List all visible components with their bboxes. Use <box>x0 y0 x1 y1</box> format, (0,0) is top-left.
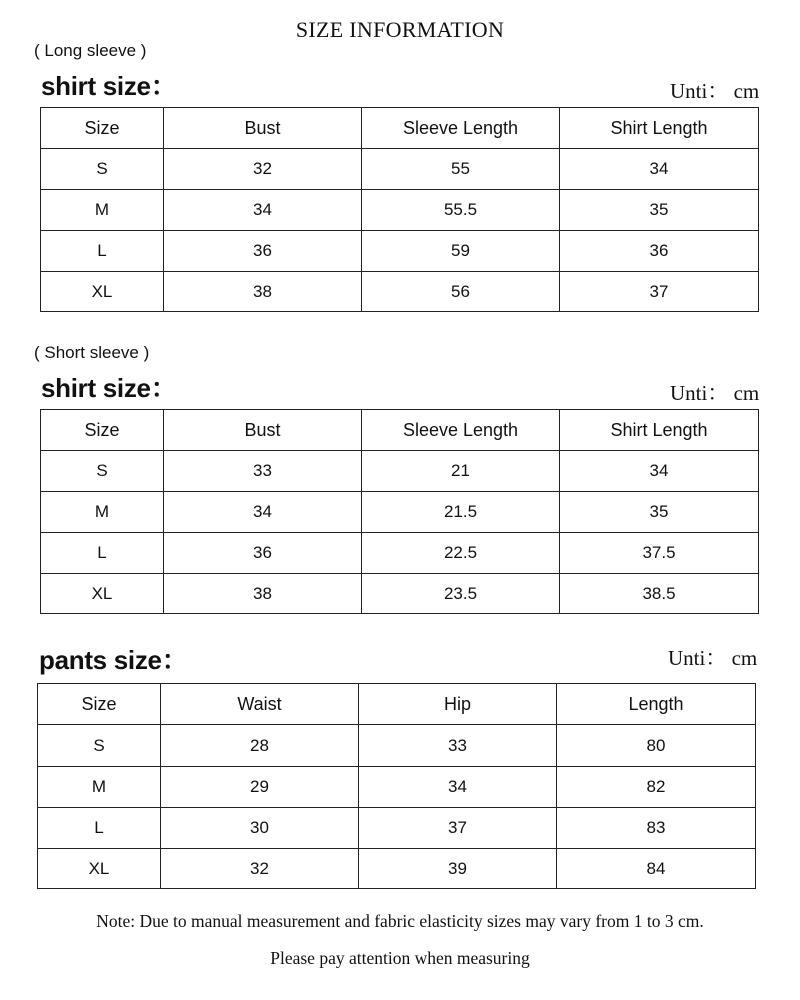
value-cell: 38 <box>164 574 362 614</box>
table-row <box>41 533 759 574</box>
value-cell: 35 <box>560 492 759 533</box>
value-cell: 36 <box>164 231 362 272</box>
page-title: SIZE INFORMATION <box>295 17 505 42</box>
measurement-reminder: Please pay attention when measuring <box>270 948 530 968</box>
long-sleeve-unit: Unti： cm <box>670 79 760 103</box>
header-cell: Waist <box>161 684 359 725</box>
table-header-row <box>41 108 759 149</box>
size-cell: S <box>41 149 164 190</box>
header-cell: Hip <box>359 684 557 725</box>
value-cell: 34 <box>164 492 362 533</box>
header-cell: Size <box>41 410 164 451</box>
long-sleeve-size-table <box>40 107 759 312</box>
value-cell: 80 <box>557 725 756 767</box>
value-cell: 37.5 <box>560 533 759 574</box>
header-cell: Length <box>557 684 756 725</box>
value-cell: 59 <box>362 231 560 272</box>
pants-unit: Unti： cm <box>668 646 758 670</box>
table-row <box>41 190 759 231</box>
header-cell: Size <box>38 684 161 725</box>
size-cell: M <box>41 492 164 533</box>
size-cell: S <box>41 451 164 492</box>
value-cell: 55.5 <box>362 190 560 231</box>
table-row <box>41 231 759 272</box>
value-cell: 32 <box>164 149 362 190</box>
table-header-row <box>38 684 756 725</box>
table-row <box>41 272 759 312</box>
table-row <box>38 808 756 849</box>
header-cell: Sleeve Length <box>362 108 560 149</box>
pants-size-heading: pants size： <box>39 645 188 675</box>
short-sleeve-unit: Unti： cm <box>670 381 760 405</box>
value-cell: 37 <box>359 808 557 849</box>
value-cell: 21.5 <box>362 492 560 533</box>
value-cell: 23.5 <box>362 574 560 614</box>
value-cell: 36 <box>560 231 759 272</box>
value-cell: 32 <box>161 849 359 889</box>
value-cell: 33 <box>359 725 557 767</box>
value-cell: 21 <box>362 451 560 492</box>
table-header-row <box>41 410 759 451</box>
value-cell: 34 <box>560 451 759 492</box>
value-cell: 35 <box>560 190 759 231</box>
size-cell: XL <box>38 849 161 889</box>
size-cell: XL <box>41 272 164 312</box>
table-row <box>38 725 756 767</box>
long-sleeve-label: ( Long sleeve ) <box>34 41 147 60</box>
value-cell: 29 <box>161 767 359 808</box>
value-cell: 34 <box>560 149 759 190</box>
value-cell: 55 <box>362 149 560 190</box>
short-sleeve-size-table <box>40 409 759 614</box>
value-cell: 34 <box>359 767 557 808</box>
value-cell: 39 <box>359 849 557 889</box>
pants-size-table <box>37 683 756 889</box>
table-row <box>41 492 759 533</box>
value-cell: 28 <box>161 725 359 767</box>
table-row <box>38 767 756 808</box>
measurement-note: Note: Due to manual measurement and fabric elasticity sizes may vary from 1 to 3 cm. <box>96 911 704 931</box>
value-cell: 83 <box>557 808 756 849</box>
table-row <box>41 149 759 190</box>
short-sleeve-label: ( Short sleeve ) <box>34 343 150 362</box>
value-cell: 33 <box>164 451 362 492</box>
table-row <box>41 451 759 492</box>
header-cell: Shirt Length <box>560 410 759 451</box>
size-cell: M <box>38 767 161 808</box>
value-cell: 38 <box>164 272 362 312</box>
size-cell: L <box>38 808 161 849</box>
value-cell: 22.5 <box>362 533 560 574</box>
value-cell: 37 <box>560 272 759 312</box>
size-cell: XL <box>41 574 164 614</box>
short-sleeve-shirt-heading: shirt size： <box>41 373 177 403</box>
size-cell: L <box>41 231 164 272</box>
size-cell: L <box>41 533 164 574</box>
table-row <box>38 849 756 889</box>
header-cell: Bust <box>164 410 362 451</box>
size-cell: M <box>41 190 164 231</box>
value-cell: 56 <box>362 272 560 312</box>
header-cell: Bust <box>164 108 362 149</box>
header-cell: Sleeve Length <box>362 410 560 451</box>
value-cell: 82 <box>557 767 756 808</box>
header-cell: Size <box>41 108 164 149</box>
long-sleeve-shirt-heading: shirt size： <box>41 71 177 101</box>
value-cell: 38.5 <box>560 574 759 614</box>
value-cell: 34 <box>164 190 362 231</box>
size-cell: S <box>38 725 161 767</box>
header-cell: Shirt Length <box>560 108 759 149</box>
table-row <box>41 574 759 614</box>
value-cell: 30 <box>161 808 359 849</box>
value-cell: 84 <box>557 849 756 889</box>
value-cell: 36 <box>164 533 362 574</box>
